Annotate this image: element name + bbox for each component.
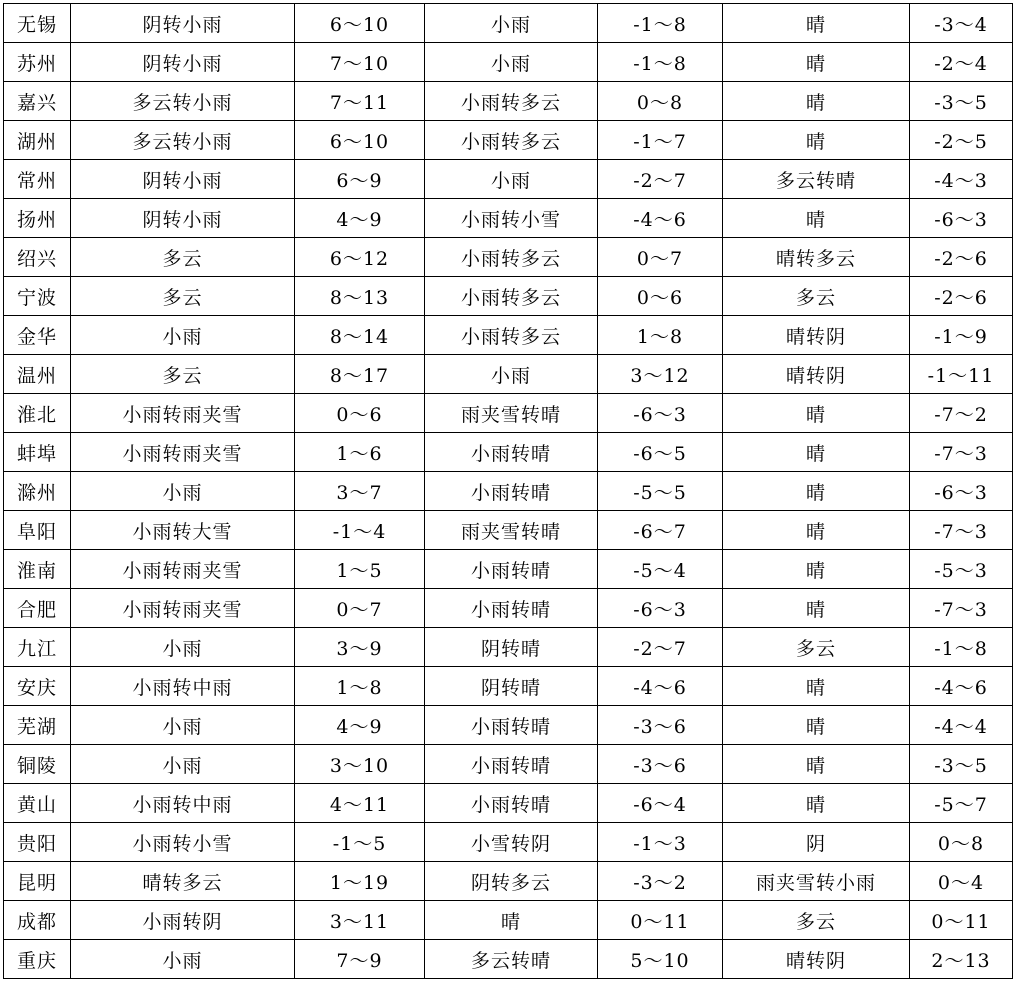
day3-temp-cell: -4～4 xyxy=(910,706,1013,745)
day1-temp-cell: 6～12 xyxy=(295,238,425,277)
day2-weather-cell: 小雨转晴 xyxy=(425,433,598,472)
day1-weather-cell: 多云 xyxy=(71,238,295,277)
table-row xyxy=(4,940,1013,979)
day3-temp-cell: -5～7 xyxy=(910,784,1013,823)
day3-weather-cell: 晴 xyxy=(723,550,910,589)
day3-temp-cell: -1～8 xyxy=(910,628,1013,667)
day3-weather-cell: 晴 xyxy=(723,784,910,823)
day2-temp-cell: -5～4 xyxy=(598,550,723,589)
day2-temp-cell: -1～8 xyxy=(598,43,723,82)
table-row xyxy=(4,745,1013,784)
table-row xyxy=(4,550,1013,589)
day1-weather-cell: 多云 xyxy=(71,355,295,394)
table-row xyxy=(4,667,1013,706)
day1-temp-cell: 0～6 xyxy=(295,394,425,433)
day2-weather-cell: 小雨转晴 xyxy=(425,550,598,589)
table-row xyxy=(4,706,1013,745)
city-cell: 安庆 xyxy=(4,667,71,706)
day2-temp-cell: -6～3 xyxy=(598,394,723,433)
day3-temp-cell: -6～3 xyxy=(910,472,1013,511)
day2-temp-cell: -2～7 xyxy=(598,160,723,199)
day2-weather-cell: 阴转多云 xyxy=(425,862,598,901)
day2-temp-cell: -1～7 xyxy=(598,121,723,160)
day2-temp-cell: -3～6 xyxy=(598,745,723,784)
day1-weather-cell: 小雨转雨夹雪 xyxy=(71,433,295,472)
day2-weather-cell: 小雨转多云 xyxy=(425,238,598,277)
table-row xyxy=(4,901,1013,940)
city-cell: 合肥 xyxy=(4,589,71,628)
day1-weather-cell: 小雨 xyxy=(71,706,295,745)
day1-temp-cell: 6～10 xyxy=(295,4,425,43)
day2-temp-cell: -3～6 xyxy=(598,706,723,745)
day1-temp-cell: 1～19 xyxy=(295,862,425,901)
day1-weather-cell: 小雨 xyxy=(71,940,295,979)
weather-forecast-table xyxy=(3,3,1013,979)
day1-temp-cell: -1～5 xyxy=(295,823,425,862)
city-cell: 湖州 xyxy=(4,121,71,160)
day2-weather-cell: 阴转晴 xyxy=(425,628,598,667)
day3-temp-cell: -2～4 xyxy=(910,43,1013,82)
day2-temp-cell: 3～12 xyxy=(598,355,723,394)
weather-table-body xyxy=(4,4,1013,979)
day1-weather-cell: 小雨转大雪 xyxy=(71,511,295,550)
day3-weather-cell: 晴 xyxy=(723,511,910,550)
city-cell: 绍兴 xyxy=(4,238,71,277)
day2-weather-cell: 小雨转晴 xyxy=(425,472,598,511)
table-row xyxy=(4,238,1013,277)
day3-weather-cell: 晴 xyxy=(723,667,910,706)
day2-temp-cell: -6～4 xyxy=(598,784,723,823)
day2-weather-cell: 小雨转晴 xyxy=(425,706,598,745)
day3-weather-cell: 多云 xyxy=(723,901,910,940)
day1-weather-cell: 阴转小雨 xyxy=(71,160,295,199)
day2-weather-cell: 小雨转多云 xyxy=(425,121,598,160)
day1-temp-cell: 6～10 xyxy=(295,121,425,160)
table-row xyxy=(4,277,1013,316)
day3-weather-cell: 晴 xyxy=(723,4,910,43)
city-cell: 淮北 xyxy=(4,394,71,433)
day2-weather-cell: 小雨 xyxy=(425,4,598,43)
day2-weather-cell: 小雨转多云 xyxy=(425,82,598,121)
day1-weather-cell: 小雨 xyxy=(71,316,295,355)
day3-weather-cell: 晴 xyxy=(723,43,910,82)
day3-temp-cell: -4～3 xyxy=(910,160,1013,199)
day2-temp-cell: 0～6 xyxy=(598,277,723,316)
day3-temp-cell: -2～6 xyxy=(910,238,1013,277)
day3-temp-cell: -6～3 xyxy=(910,199,1013,238)
day3-temp-cell: -3～5 xyxy=(910,82,1013,121)
day2-temp-cell: 0～8 xyxy=(598,82,723,121)
day1-temp-cell: 7～10 xyxy=(295,43,425,82)
day3-temp-cell: -7～3 xyxy=(910,433,1013,472)
city-cell: 淮南 xyxy=(4,550,71,589)
day3-temp-cell: -7～2 xyxy=(910,394,1013,433)
day1-weather-cell: 多云转小雨 xyxy=(71,82,295,121)
day1-temp-cell: 3～11 xyxy=(295,901,425,940)
day1-temp-cell: 3～7 xyxy=(295,472,425,511)
day2-temp-cell: 5～10 xyxy=(598,940,723,979)
day1-temp-cell: 8～13 xyxy=(295,277,425,316)
day2-weather-cell: 小雨 xyxy=(425,160,598,199)
day1-weather-cell: 小雨 xyxy=(71,472,295,511)
table-row xyxy=(4,511,1013,550)
table-row xyxy=(4,355,1013,394)
table-row xyxy=(4,394,1013,433)
city-cell: 扬州 xyxy=(4,199,71,238)
day2-temp-cell: -3～2 xyxy=(598,862,723,901)
day2-weather-cell: 小雨转晴 xyxy=(425,589,598,628)
day2-temp-cell: -1～3 xyxy=(598,823,723,862)
day1-weather-cell: 小雨转小雪 xyxy=(71,823,295,862)
city-cell: 蚌埠 xyxy=(4,433,71,472)
day2-temp-cell: -4～6 xyxy=(598,667,723,706)
day2-temp-cell: -1～8 xyxy=(598,4,723,43)
day2-temp-cell: 0～11 xyxy=(598,901,723,940)
table-row xyxy=(4,823,1013,862)
day1-temp-cell: 4～9 xyxy=(295,706,425,745)
day2-weather-cell: 雨夹雪转晴 xyxy=(425,511,598,550)
day3-temp-cell: 0～4 xyxy=(910,862,1013,901)
day3-temp-cell: -5～3 xyxy=(910,550,1013,589)
day3-weather-cell: 晴 xyxy=(723,82,910,121)
city-cell: 阜阳 xyxy=(4,511,71,550)
day3-weather-cell: 晴 xyxy=(723,121,910,160)
day3-weather-cell: 晴 xyxy=(723,706,910,745)
day2-temp-cell: -6～3 xyxy=(598,589,723,628)
day1-weather-cell: 小雨转阴 xyxy=(71,901,295,940)
table-row xyxy=(4,199,1013,238)
weather-forecast-document xyxy=(3,3,1013,979)
day3-temp-cell: -7～3 xyxy=(910,511,1013,550)
day2-weather-cell: 小雨转多云 xyxy=(425,277,598,316)
city-cell: 无锡 xyxy=(4,4,71,43)
city-cell: 成都 xyxy=(4,901,71,940)
city-cell: 温州 xyxy=(4,355,71,394)
day3-weather-cell: 晴 xyxy=(723,199,910,238)
city-cell: 芜湖 xyxy=(4,706,71,745)
day1-temp-cell: 6～9 xyxy=(295,160,425,199)
day3-weather-cell: 晴 xyxy=(723,589,910,628)
day1-weather-cell: 小雨转雨夹雪 xyxy=(71,394,295,433)
day1-weather-cell: 小雨 xyxy=(71,628,295,667)
city-cell: 宁波 xyxy=(4,277,71,316)
city-cell: 铜陵 xyxy=(4,745,71,784)
day1-temp-cell: 1～8 xyxy=(295,667,425,706)
day3-temp-cell: -1～9 xyxy=(910,316,1013,355)
day1-weather-cell: 小雨转中雨 xyxy=(71,667,295,706)
city-cell: 滁州 xyxy=(4,472,71,511)
day1-temp-cell: 0～7 xyxy=(295,589,425,628)
day1-weather-cell: 多云转小雨 xyxy=(71,121,295,160)
city-cell: 黄山 xyxy=(4,784,71,823)
day2-weather-cell: 雨夹雪转晴 xyxy=(425,394,598,433)
day1-weather-cell: 小雨 xyxy=(71,745,295,784)
day1-weather-cell: 小雨转雨夹雪 xyxy=(71,550,295,589)
table-row xyxy=(4,316,1013,355)
table-row xyxy=(4,862,1013,901)
day3-weather-cell: 晴 xyxy=(723,433,910,472)
day3-weather-cell: 晴 xyxy=(723,745,910,784)
day2-weather-cell: 晴 xyxy=(425,901,598,940)
day1-temp-cell: -1～4 xyxy=(295,511,425,550)
day2-temp-cell: -2～7 xyxy=(598,628,723,667)
city-cell: 嘉兴 xyxy=(4,82,71,121)
city-cell: 金华 xyxy=(4,316,71,355)
day2-weather-cell: 小雨转多云 xyxy=(425,316,598,355)
day2-temp-cell: 0～7 xyxy=(598,238,723,277)
day1-weather-cell: 多云 xyxy=(71,277,295,316)
day3-weather-cell: 阴 xyxy=(723,823,910,862)
city-cell: 昆明 xyxy=(4,862,71,901)
city-cell: 常州 xyxy=(4,160,71,199)
day2-weather-cell: 小雨 xyxy=(425,43,598,82)
table-row xyxy=(4,628,1013,667)
day1-weather-cell: 晴转多云 xyxy=(71,862,295,901)
day2-weather-cell: 阴转晴 xyxy=(425,667,598,706)
day3-weather-cell: 晴 xyxy=(723,394,910,433)
day2-temp-cell: -6～7 xyxy=(598,511,723,550)
day3-temp-cell: -2～5 xyxy=(910,121,1013,160)
table-row xyxy=(4,82,1013,121)
day2-weather-cell: 小雨 xyxy=(425,355,598,394)
table-row xyxy=(4,43,1013,82)
day1-weather-cell: 小雨转雨夹雪 xyxy=(71,589,295,628)
day3-weather-cell: 晴 xyxy=(723,472,910,511)
day1-temp-cell: 4～9 xyxy=(295,199,425,238)
day2-temp-cell: -6～5 xyxy=(598,433,723,472)
city-cell: 贵阳 xyxy=(4,823,71,862)
table-row xyxy=(4,121,1013,160)
city-cell: 苏州 xyxy=(4,43,71,82)
table-row xyxy=(4,589,1013,628)
day2-weather-cell: 小雪转阴 xyxy=(425,823,598,862)
table-row xyxy=(4,4,1013,43)
table-row xyxy=(4,160,1013,199)
day3-weather-cell: 雨夹雪转小雨 xyxy=(723,862,910,901)
day3-temp-cell: -3～5 xyxy=(910,745,1013,784)
day3-temp-cell: 0～11 xyxy=(910,901,1013,940)
day2-weather-cell: 小雨转晴 xyxy=(425,745,598,784)
day3-weather-cell: 多云 xyxy=(723,628,910,667)
day1-weather-cell: 阴转小雨 xyxy=(71,4,295,43)
day2-weather-cell: 小雨转小雪 xyxy=(425,199,598,238)
day3-weather-cell: 晴转阴 xyxy=(723,316,910,355)
day1-temp-cell: 1～6 xyxy=(295,433,425,472)
day3-weather-cell: 晴转阴 xyxy=(723,355,910,394)
day3-temp-cell: -4～6 xyxy=(910,667,1013,706)
day3-weather-cell: 晴转阴 xyxy=(723,940,910,979)
day3-weather-cell: 多云转晴 xyxy=(723,160,910,199)
city-cell: 九江 xyxy=(4,628,71,667)
day3-weather-cell: 多云 xyxy=(723,277,910,316)
day3-temp-cell: -1～11 xyxy=(910,355,1013,394)
day1-weather-cell: 阴转小雨 xyxy=(71,199,295,238)
day1-temp-cell: 1～5 xyxy=(295,550,425,589)
day3-temp-cell: 0～8 xyxy=(910,823,1013,862)
city-cell: 重庆 xyxy=(4,940,71,979)
day2-temp-cell: -4～6 xyxy=(598,199,723,238)
day3-temp-cell: -3～4 xyxy=(910,4,1013,43)
day1-temp-cell: 4～11 xyxy=(295,784,425,823)
day2-temp-cell: -5～5 xyxy=(598,472,723,511)
day3-weather-cell: 晴转多云 xyxy=(723,238,910,277)
day1-temp-cell: 8～17 xyxy=(295,355,425,394)
day1-temp-cell: 3～9 xyxy=(295,628,425,667)
day1-weather-cell: 小雨转中雨 xyxy=(71,784,295,823)
day2-temp-cell: 1～8 xyxy=(598,316,723,355)
day3-temp-cell: 2～13 xyxy=(910,940,1013,979)
day2-weather-cell: 小雨转晴 xyxy=(425,784,598,823)
table-row xyxy=(4,433,1013,472)
day2-weather-cell: 多云转晴 xyxy=(425,940,598,979)
day1-temp-cell: 3～10 xyxy=(295,745,425,784)
day1-temp-cell: 7～11 xyxy=(295,82,425,121)
table-row xyxy=(4,784,1013,823)
day3-temp-cell: -7～3 xyxy=(910,589,1013,628)
day1-weather-cell: 阴转小雨 xyxy=(71,43,295,82)
table-row xyxy=(4,472,1013,511)
day1-temp-cell: 7～9 xyxy=(295,940,425,979)
day1-temp-cell: 8～14 xyxy=(295,316,425,355)
day3-temp-cell: -2～6 xyxy=(910,277,1013,316)
